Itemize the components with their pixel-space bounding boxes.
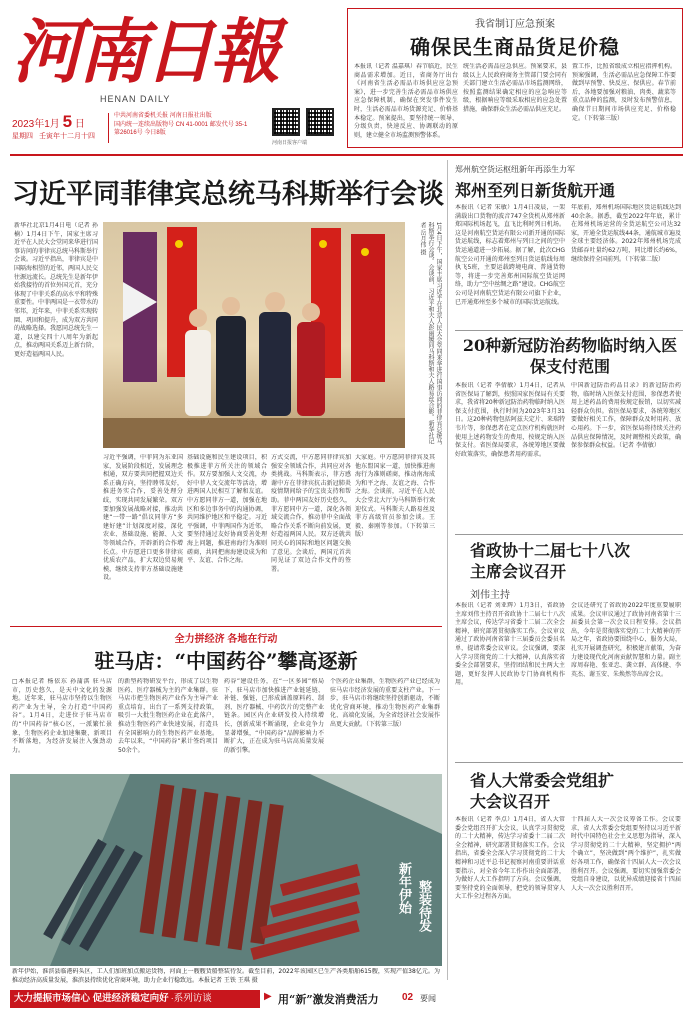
arrow-right-icon: ▶ <box>264 991 272 1002</box>
side-body-2: 中国新冠防治药品目录》的新冠防治药物，临时纳入医保支付范围，参保患者使用上述药品的费用按规定报销，以切实减轻群众负担。省医保局要求，各统筹地区要做好相关工作，保障群众及时用药、放心用药。下一步，省医保局将持续关注药品供应保障情况，及时调整相关政策，确保参保群众权益。（记者 李倩敏） <box>571 382 681 450</box>
lead-photo-art <box>103 222 405 448</box>
issue-number: 第26016号 <box>114 130 143 136</box>
top-story-headline[interactable]: 确保民生商品货足价稳 <box>410 35 620 59</box>
side-headline-4[interactable]: 省人大常委会党组扩大会议召开 <box>470 771 615 811</box>
side-kicker: 郑州航空货运枢纽新年再添生力军 <box>455 165 575 174</box>
top-story-body: 本报讯（记者 温嘉琪）春节临近，民生商品需求增加。近日，省商务厅出台《河南省生活必需品市场供应应急预案》，进一步完善生活必需品市场供应应急保障机制，确保在突发事件发生时，生活必需品市场货源充足、价格基本稳定。预案提出，要坚持统一领导、分级负责，快速反应、协调联动的原则，建立健全市场监测预警体系。 <box>354 63 458 139</box>
top-story-kicker: 我省制订应急预案 <box>475 19 555 30</box>
side-body-2: 本报讯（记者 李倩敏）1月4日，记者从省医保局了解到，按照国家医保局有关要求，我省将20种新冠防治药物临时纳入医保支付范围，执行时间为2023年3月31日。这20种药物包括阿兹夫定片、来瑞特韦片等，参保患者在定点医疗机构就医时使用上述药物发生的费用，按规定纳入医保支付。省医保局要求，各统筹地区要做好政策落实，确保患者用药需求。 <box>455 382 565 458</box>
lead-body: 基础设施和民生建设项目，积极推进菲方所关注的领域合作。双方要加强人文交流，办好中菲人文交流年等活动，增进两国人民相互了解和友谊。中方愿同菲方一道，加强在地区和多边事务中的沟通协调，共同维护地区和平稳定。习近平强调，中菲两国作为近邻，要坚持通过友好协商妥善处理海上问题，推进南海行为准则磋商，共同把南海建设成为和平、友谊、合作之海。 <box>187 454 267 565</box>
footer-bar <box>10 990 683 1008</box>
footer-section: 要闻 <box>420 994 436 1003</box>
qr-code-icon[interactable] <box>306 108 334 136</box>
footer-tag: ·系列访谈 <box>170 993 212 1004</box>
qr-code-icon[interactable] <box>272 108 300 136</box>
feature-body: 个医药企业集群，生物医药产业已经成为驻马店市经济发展的重要支柱产业。下一步，驻马店市将继续坚持创新驱动，不断优化营商环境，推动生物医药产业集群化、高端化发展，为全省经济社会发展作出更大贡献。（下转第三版） <box>330 678 440 728</box>
side-body-4: 十四届人大一次会议筹备工作。会议要求，省人大常委会党组要坚持以习近平新时代中国特色社会主义思想为指导，深入学习贯彻党的二十大精神，坚定拥护“两个确立”，坚决做到“两个维护”，扎实做好各项工作，确保省十四届人大一次会议胜利召开。会议强调，要切实加强常委会党组自身建设，以优异成绩迎接省十四届人大一次会议胜利召开。 <box>571 816 681 892</box>
photo-title-b: 整装待发 <box>416 880 431 932</box>
date-year-month: 2023年1月 <box>12 119 60 130</box>
harbor-photo-caption: 新年伊始，淮滨县临港码头区，工人们加班加点搬运货物，河面上一艘艘货船整装待发。截至目前，2022年该园区已生产各类船舶615艘，实现产值38亿元。为推动经济高质量发展，淮滨县持续优化营商环境，助力企业行稳致远。本报记者 王铁 王琪 摄 <box>12 968 440 984</box>
masthead-weekday-lunar <box>12 131 95 141</box>
feature-kicker: 全力拼经济 各地在行动 <box>174 634 278 645</box>
weekday: 星期四 <box>12 133 33 140</box>
app-label: 河南日报客户端 <box>272 140 308 146</box>
publisher: 河南日报社出版 <box>169 113 212 119</box>
lead-photo-caption: 1月4日下午，国家主席习近平在北京人民大会堂同来华进行国事访问的菲律宾总统马科斯举行会谈。会谈前，习近平和夫人彭丽媛同马科斯和夫人路易丝合影。新华社记者 岳月伟 摄 <box>419 222 441 445</box>
footer-page-number[interactable]: 02 <box>402 992 414 1003</box>
page-count: 今日8版 <box>144 130 166 136</box>
footer-link[interactable]: 用“新”激发消费活力 <box>278 993 379 1006</box>
photo-title-a: 新年伊始 <box>396 862 411 914</box>
top-story-box <box>347 8 683 148</box>
date-day: 5 <box>62 112 73 131</box>
footer-promo[interactable] <box>10 990 260 1008</box>
top-story-body: 统生活必需品应急供应。预案要求，县级以上人民政府商务主管部门要会同有关部门建立生活必需品市场监测网络，按照监测结果确定相应的应急响应等级，根据响应等级采取相应的应急处置措施，确保群众生活必需品供应充足。 <box>463 63 567 113</box>
feature-headline[interactable]: 驻马店：“中国药谷”攀高逐新 <box>94 649 358 673</box>
masthead-pinyin: HENAN DAILY <box>100 94 171 104</box>
side-headline[interactable]: 郑州至列日新货航开通 <box>455 181 616 200</box>
lead-body: 习近平强调，中菲同为东亚国家，发展阶段相近，发展理念相通，双方要共同把握双边关系正确方向，坚持睦邻友好，推进务实合作，妥善处理分歧，实现共同发展繁荣。双方要加强发展战略对接，推动共建“一带一路”倡议同菲方“多建好建”计划深度对接，深化农业、基础设施、能源、人文等领域合作，开辟新的合作增长点。中方愿进口更多菲律宾优质农产品，扩大双边贸易规模，继续支持菲方基础设施建设。 <box>103 454 183 582</box>
feature-body: 的新型药物研发平台，形成了以生物医药、医疗器械为主的产业集群。驻马店市把生物医药产业作为主导产业重点培育，出台了一系列支持政策，吸引一大批生物医药企业在此落户，推动生物医药产业快速发展，打造具有全国影响力的生物医药产业基地。去年以来，“中国药谷”累计签约项目50余个。 <box>118 678 218 754</box>
side-headline-3[interactable]: 省政协十二届七十八次主席会议召开 <box>470 541 631 581</box>
lead-photo <box>103 222 405 448</box>
serial-code: 国内统一连续出版物号 CN 41-0001 <box>114 121 209 128</box>
masthead-info <box>114 112 264 138</box>
side-body: 本报讯（记者 宋敏）1月4日凌晨，一架满载出口货物的波音747全货机从郑州新郑国际机场起飞，直飞比利时列日机场。这是河南航空货运有限公司新开通的国际货运航线，标志着郑州与列日之间的空中货运通道进一步拓展。据了解，此次CHG航空公司开通的郑州至列日货运航线每周执飞5班，主要运载跨境电商、普通货物等，将进一步完善郑州国际航空货运网络，助力“空中丝绸之路”建设。CHG航空公司是河南航空货运有限公司旗下企业，已开通郑州至多个城市的国际货运航线。 <box>455 204 565 306</box>
masthead-date <box>12 112 85 132</box>
masthead <box>10 8 340 148</box>
side-body-4: 本报讯（记者 李点）1月4日，省人大常委会党组召开扩大会议，认真学习贯彻党的二十大精神，传达学习省委十二届二次全会精神，研究部署贯彻落实工作。会议指出，省委全会深入学习贯彻党的二十大精神和习近平总书记视察河南重要讲话重要指示，对全省今年工作作出全面部署，为做好人大工作指明了方向。会议强调，要坚持党的全面领导，把党的领导贯穿人大工作全过程各方面。 <box>455 816 565 901</box>
lunar-date: 壬寅年十二月十四 <box>38 133 95 140</box>
side-body: 年底前，郑州机场国际地区货运航线达到40余条。据悉，截至2022年年底，累计在郑州机场运营的全货运航空公司达32家，开通全货运航线44条，通航城市遍及全球主要经济体。2022年郑州机场完成货邮吞吐量约62万吨，同比增长约6%，继续保持全国前列。（下转第二版） <box>571 204 681 263</box>
harbor-photo <box>10 774 442 966</box>
side-body-3: 会议还研究了省政协2022年度重要履职成果。会议审议通过了政协河南省第十三届委员会第一次会议日程安排。会议指出，今年是贯彻落实党的二十大精神的开局之年，省政协要围绕中心、服务大局，扎实开展调查研究，积极建言献策，为奋力建设现代化河南贡献智慧和力量。副主席周春艳、张亚忠、龚立群、高体健、李英杰、谢玉安、朱焕然等出席会议。 <box>571 602 681 678</box>
lead-body: 大家庭。中方愿同菲律宾及其他东盟国家一道，加快推进南海行为准则磋商，推动南海成为和平之海、友谊之海、合作之海。会谈前，习近平在人民大会堂北大厅为马科斯举行欢迎仪式。马科斯夫人路易丝及菲方高级官员参加会谈。王毅、秦刚等参加。（下转第三版） <box>355 454 435 539</box>
side-body-3: 本报讯（记者 刘亚辉）1月3日，省政协主席刘伟主持召开省政协十二届七十八次主席会议，传达学习省委十二届二次全会精神，研究部署贯彻落实工作。会议审议通过了政协河南省第十三届委员会委员名单，提请常委会议审议。会议强调，要深入学习贯彻党的二十大精神，认真落实省委全会部署要求，坚持团结和民主两大主题，更好发挥人民政协专门协商机构作用。 <box>455 602 565 687</box>
top-story-body: 置工作，比照省级成立相应指挥机构。预案强调，生活必需品应急保障工作要做到早预警、快反应、保供应。春节前后，各地要加强对粮油、肉类、蔬菜等重点品种的监测，及时发布预警信息，确保节日期间市场供应充足、价格稳定。（下转第三版） <box>572 63 676 122</box>
masthead-title: 河南日報 <box>12 10 276 93</box>
feature-body: 药谷”建设任务，在“一区多园”格局下，驻马店市加快推进产业链延链、补链、强链，已形成涵盖原料药、制剂、医疗器械、中药饮片的完整产业链条。园区内企业研发投入持续增长，创新成果不断涌现，企业竞争力显著增强，“中国药谷”品牌影响力不断扩大，正在成为驻马店高质量发展的新引擎。 <box>224 678 324 754</box>
lead-body: 方式交流，中方愿同菲律宾加强安全领域合作，共同应对各类挑战。马科斯表示，菲方感谢中方在菲律宾抗击新冠肺炎疫情期间给予的宝贵支持和帮助。菲中两国友好历史悠久，菲方愿同中方一道，深化各领域交流合作，推动菲中全面战略合作关系不断向前发展，更好造福两国人民。双方还就共同关心的国际和地区问题交换了意见。会谈后，两国元首共同见证了双边合作文件的签署。 <box>271 454 351 573</box>
date-unit: 日 <box>74 119 85 130</box>
lead-body: 新华社北京1月4日电（记者 孙楠）1月4日下午，国家主席习近平在人民大会堂同来华进行国事访问的菲律宾总统马科斯举行会谈。习近平指出，菲律宾是中国隔海相望的近邻，两国人民交往源远流长。总统先生是新年伊始我接待的首位外国元首，充分体现了中菲关系的高水平和特殊重要性。中菲两国是一衣带水的邻邦，近年来，中菲关系实现转圜、巩固和提升，成为双方共同的战略选择。我愿同总统先生一道，以建交四十八周年为新起点，推动两国关系迈上新台阶，更好造福两国人民。 <box>14 222 98 358</box>
side-byline-3: 刘伟主持 <box>470 590 510 601</box>
side-headline-2[interactable]: 20种新冠防治药物临时纳入医保支付范围 <box>462 336 678 376</box>
sponsor: 中共河南省委机关报 <box>114 113 169 119</box>
feature-body: □本报记者 杨依东 孙蒲淇 驻马店市，历史悠久，是天中文化的发源地。近年来，驻马店市坚持以生物医药产业为主导，全力打造“中国药谷”。1月4日，走进位于驻马店市的“中国药谷”核心区，一派繁忙景象，生物医药企业加速集聚，新项目不断落地，为经济发展注入强劲动力。 <box>12 678 112 754</box>
footer-promo-text: 大力提振市场信心 促进经济稳定向好 <box>14 993 169 1004</box>
harbor-photo-art <box>10 774 442 966</box>
postal-code: 邮发代号 35-1 <box>209 121 248 128</box>
lead-headline[interactable]: 习近平同菲律宾总统马科斯举行会谈 <box>12 179 444 210</box>
